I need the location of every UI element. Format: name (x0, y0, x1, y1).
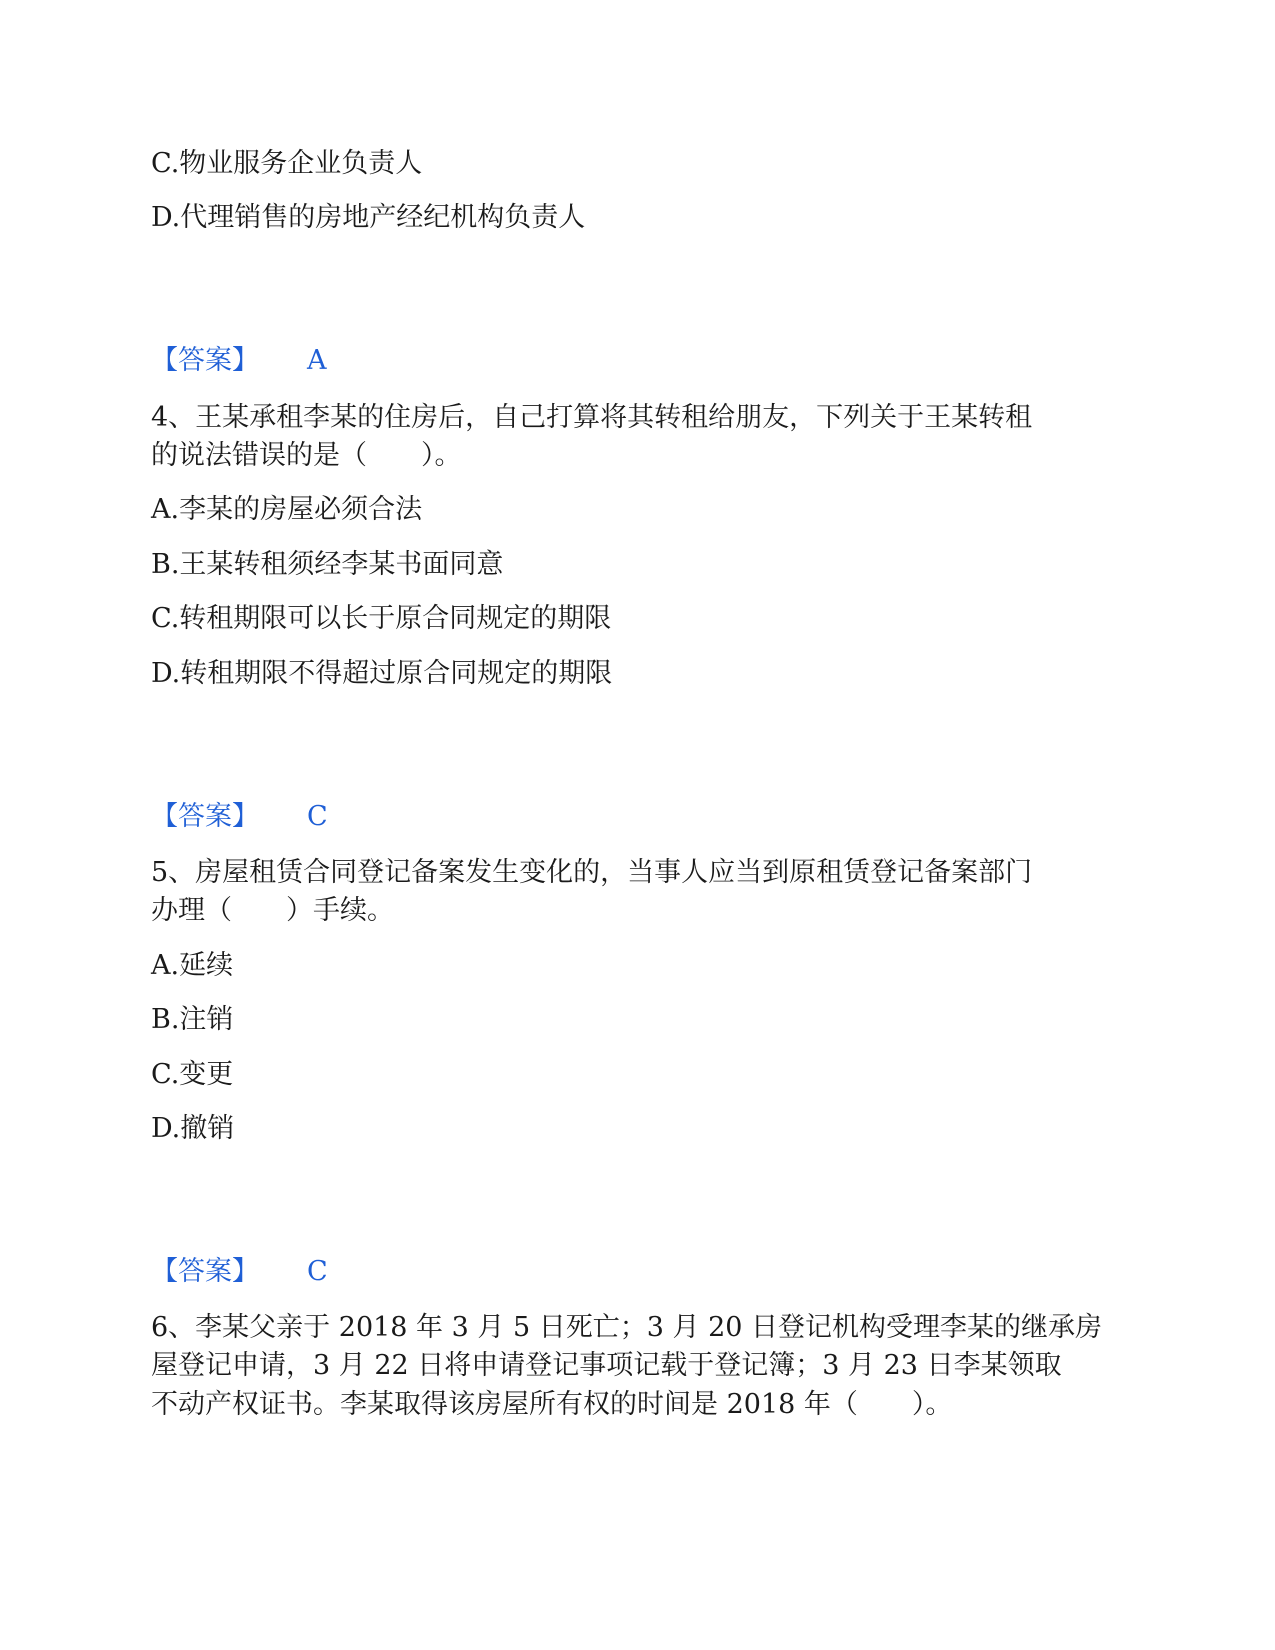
q5-option-a: A.延续 (151, 950, 234, 981)
q4-stem-line2: 的说法错误的是（ ）。 (151, 440, 462, 471)
q4-stem-line1: 4、王某承租李某的住房后，自己打算将其转租给朋友，下列关于王某转租 (151, 402, 1033, 433)
q3-option-c: C.物业服务企业负责人 (151, 148, 423, 179)
q4-option-c: C.转租期限可以长于原合同规定的期限 (151, 603, 612, 634)
answer-value: A (307, 345, 327, 376)
q5-stem-line1: 5、房屋租赁合同登记备案发生变化的，当事人应当到原租赁登记备案部门 (151, 857, 1033, 888)
q4-option-b: B.王某转租须经李某书面同意 (151, 549, 504, 580)
q5-stem-line2: 办理（ ）手续。 (151, 895, 394, 926)
answer-label: 【答案】 (151, 1256, 259, 1287)
q4-answer (151, 801, 328, 833)
q6-stem-line2: 屋登记申请，3 月 22 日将申请登记事项记载于登记簿；3 月 23 日李某领取 (151, 1350, 1062, 1381)
q4-option-a: A.李某的房屋必须合法 (151, 494, 423, 525)
q5-answer (151, 1256, 328, 1288)
q5-option-c: C.变更 (151, 1059, 234, 1090)
q3-answer (151, 345, 327, 377)
answer-value: C (307, 1256, 328, 1287)
q4-option-d: D.转租期限不得超过原合同规定的期限 (151, 658, 613, 689)
q6-stem-line3: 不动产权证书。李某取得该房屋所有权的时间是 2018 年（ ）。 (151, 1389, 953, 1420)
answer-value: C (307, 801, 328, 832)
answer-label: 【答案】 (151, 801, 259, 832)
q5-option-b: B.注销 (151, 1004, 234, 1035)
q6-stem-line1: 6、李某父亲于 2018 年 3 月 5 日死亡；3 月 20 日登记机构受理李某的继承房 (151, 1312, 1103, 1343)
q3-option-d: D.代理销售的房地产经纪机构负责人 (151, 202, 586, 233)
answer-label: 【答案】 (151, 345, 259, 376)
q5-option-d: D.撤销 (151, 1113, 235, 1144)
